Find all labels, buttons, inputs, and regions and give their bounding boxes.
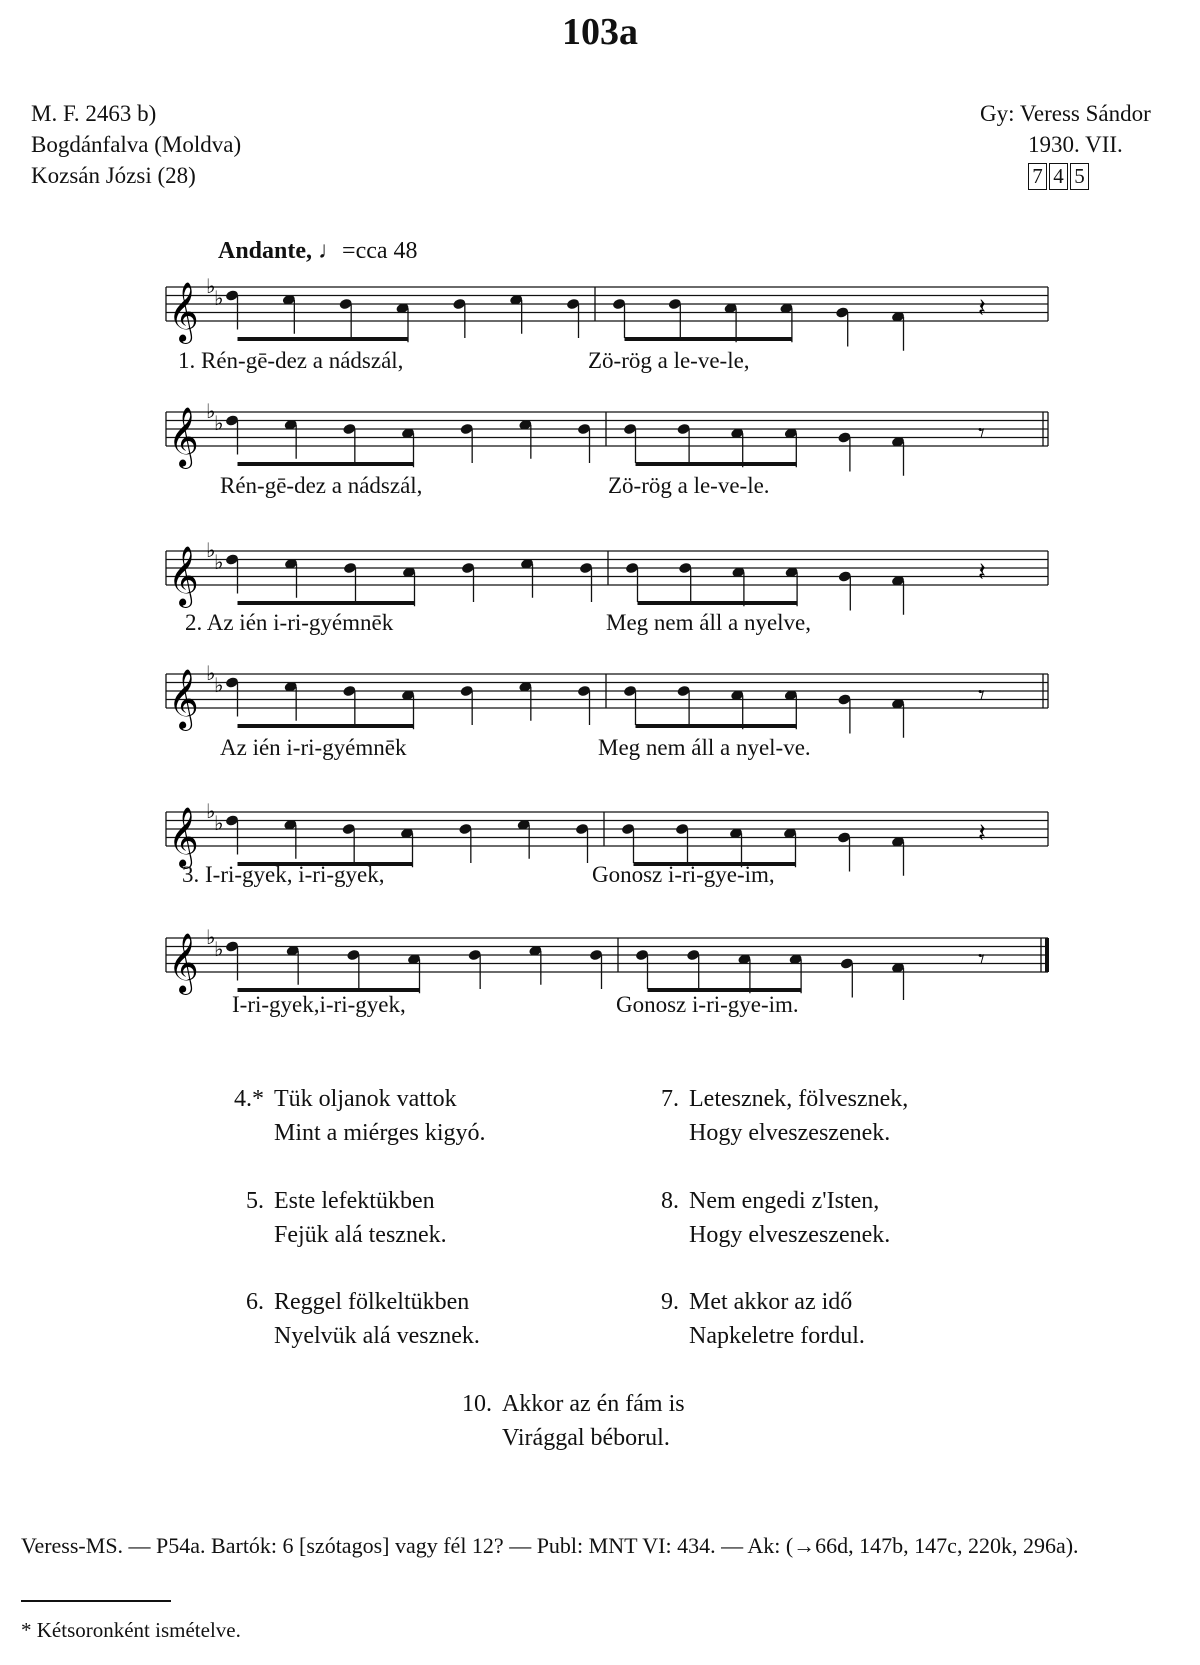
rest-icon: 𝄽 <box>978 818 986 849</box>
verse-number: 4.* <box>234 1086 264 1112</box>
verse-line: Met akkor az idő <box>689 1289 853 1315</box>
verse-line: Este lefektükben <box>274 1188 435 1214</box>
verse-line: Nem engedi z'Isten, <box>689 1188 880 1214</box>
verse-line: Hogy elveszeszenek. <box>689 1120 891 1146</box>
lyric-phrase: Zö-rög a le-ve-le. <box>608 473 770 498</box>
verse-line: Tük oljanok vattok <box>274 1086 457 1112</box>
flat-icon: ♭ <box>214 550 224 574</box>
lyric-line <box>185 610 393 636</box>
lyric-phrase: Rén-gē-dez a nádszál, <box>220 473 423 498</box>
lyric-phrase: 2. Az ién i-ri-gyémnēk <box>185 610 394 635</box>
verse-line: Virággal béborul. <box>502 1425 670 1451</box>
collection-date: 1930. VII. <box>1028 132 1123 157</box>
verse-4 <box>228 1082 486 1150</box>
rest-icon: 𝄽 <box>978 293 986 324</box>
flat-icon: ♭ <box>206 661 216 685</box>
rest-icon: 𝄾 <box>978 418 985 449</box>
treble-clef-icon: 𝄞 <box>168 546 199 606</box>
lyric-line <box>182 862 384 888</box>
lyric-line <box>592 862 775 888</box>
verse-8 <box>643 1184 890 1252</box>
lyric-phrase: Meg nem áll a nyelve, <box>606 610 812 635</box>
treble-clef-icon: 𝄞 <box>168 282 199 342</box>
tempo-word: Andante, <box>218 238 313 264</box>
box-number: 5 <box>1070 163 1089 190</box>
flat-icon: ♭ <box>206 925 216 949</box>
lyric-line <box>616 992 799 1018</box>
lyric-phrase: I-ri-gyek,i-ri-gyek, <box>232 992 406 1017</box>
verse-10 <box>456 1387 685 1455</box>
lyric-line <box>178 348 403 374</box>
lyric-line <box>588 348 750 374</box>
source-notes: Veress-MS. — P54a. Bartók: 6 [szótagos] vagy fél 12? — Publ: MNT VI: 434. — Ak: (→66d, 147b, 147c, 220k, 296a). <box>21 1533 1079 1558</box>
verse-7 <box>643 1082 908 1150</box>
flat-icon: ♭ <box>206 538 216 562</box>
flat-icon: ♭ <box>214 937 224 961</box>
lyric-line <box>232 992 406 1018</box>
flat-icon: ♭ <box>206 399 216 423</box>
verse-line: Napkeletre fordul. <box>689 1323 865 1349</box>
flat-icon: ♭ <box>214 673 224 697</box>
verse-line: Reggel fölkeltükben <box>274 1289 470 1315</box>
flat-icon: ♭ <box>214 411 224 435</box>
lyric-phrase: Gonosz i-ri-gye-im, <box>592 862 775 887</box>
lyric-phrase: Meg nem áll a nyel-ve. <box>598 735 811 760</box>
verse-9 <box>643 1285 865 1353</box>
treble-clef-icon: 𝄞 <box>168 669 199 729</box>
box-number: 7 <box>1028 163 1047 190</box>
flat-icon: ♭ <box>214 286 224 310</box>
lyric-phrase: 1. Rén-gē-dez a nádszál, <box>178 348 404 373</box>
lyric-line <box>606 610 811 636</box>
flat-icon: ♭ <box>206 799 216 823</box>
quarter-note-icon: ♩ <box>318 238 343 264</box>
verse-number: 8. <box>661 1188 679 1214</box>
lyric-line <box>220 473 422 499</box>
collector: Gy: Veress Sándor <box>980 101 1151 126</box>
box-number: 4 <box>1049 163 1068 190</box>
verse-number: 10. <box>462 1391 492 1417</box>
verse-number: 9. <box>661 1289 679 1315</box>
rest-icon: 𝄾 <box>978 944 985 975</box>
lyric-phrase: Zö-rög a le-ve-le, <box>588 348 750 373</box>
page-title: 103a <box>562 11 638 53</box>
final-barline <box>1045 938 1049 972</box>
verse-line: Letesznek, fölvesznek, <box>689 1086 909 1112</box>
treble-clef-icon: 𝄞 <box>168 807 199 867</box>
verse-5 <box>228 1184 447 1252</box>
treble-clef-icon: 𝄞 <box>168 933 199 993</box>
lyric-phrase: 3. I-ri-gyek, i-ri-gyek, <box>182 862 385 887</box>
verse-number: 6. <box>246 1289 264 1315</box>
metronome: =cca 48 <box>342 238 418 264</box>
flat-icon: ♭ <box>214 811 224 835</box>
lyric-phrase: Az ién i-ri-gyémnēk <box>220 735 407 760</box>
verse-number: 5. <box>246 1188 264 1214</box>
village: Bogdánfalva (Moldva) <box>31 132 242 157</box>
lyric-line <box>598 735 811 761</box>
verse-6 <box>228 1285 480 1353</box>
verse-line: Hogy elveszeszenek. <box>689 1222 891 1248</box>
singer: Kozsán Józsi (28) <box>31 163 196 188</box>
treble-clef-icon: 𝄞 <box>168 407 199 467</box>
lyric-line <box>608 473 770 499</box>
footnote: * Kétsoronként ismételve. <box>21 1618 241 1642</box>
lyric-phrase: Gonosz i-ri-gye-im. <box>616 992 799 1017</box>
rest-icon: 𝄽 <box>978 557 986 588</box>
footnote-divider <box>21 1600 171 1602</box>
flat-icon: ♭ <box>206 274 216 298</box>
record-number: M. F. 2463 b) <box>31 101 157 126</box>
verse-line: Mint a miérges kigyó. <box>274 1120 486 1146</box>
verse-line: Nyelvük alá vesznek. <box>274 1323 480 1349</box>
verse-number: 7. <box>661 1086 679 1112</box>
rest-icon: 𝄾 <box>978 680 985 711</box>
verse-line: Akkor az én fám is <box>502 1391 685 1417</box>
lyric-line <box>220 735 406 761</box>
verse-line: Fejük alá tesznek. <box>274 1222 447 1248</box>
